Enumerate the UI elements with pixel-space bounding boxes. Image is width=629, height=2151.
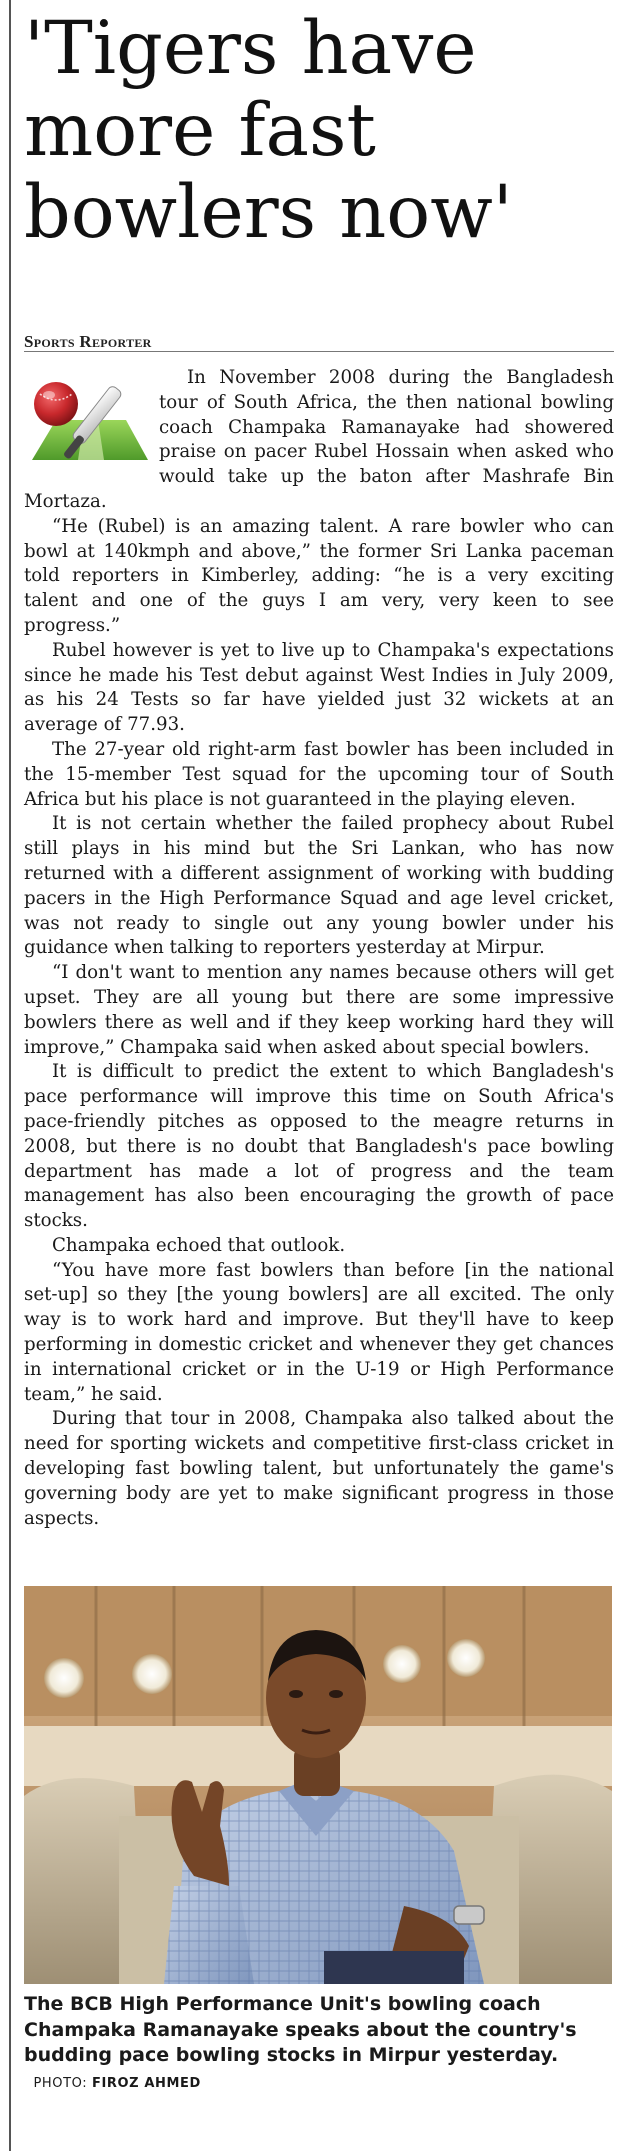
photo-caption (24, 1992, 624, 2096)
headline-line-3: bowlers now' (24, 169, 513, 255)
article-paragraph-6: “I don't want to mention any names because others will get upset. They are all young but there are some impressive bowlers there as well and if they keep working hard they will improve,” Champaka said when asked about special bowlers. (24, 962, 614, 1058)
credit-name: FIROZ AHMED (91, 2075, 201, 2091)
icon-float-spacer (24, 366, 159, 480)
article-paragraph-3: Rubel however is yet to live up to Champaka's expectations since he made his Test debut against West Indies in July 2009, as his 24 Tests so far have yielded just 32 wickets at an average of 77.93. (24, 639, 614, 736)
byline: Sports Reporter (24, 332, 152, 351)
article-paragraph-9: “You have more fast bowlers than before [in the national set-up] so they [the young bowlers] are all excited. The only way is to work hard and improve. But they'll have to keep performing in domestic cricket and whenever they get chances in international cricket or in the U-19 or High Performance team,” he said. (24, 1259, 614, 1405)
caption-text: The BCB High Performance Unit's bowling coach Champaka Ramanayake speaks about the country's budding pace bowling stocks in Mirpur yesterday. (24, 1993, 577, 2066)
article-paragraph-8: Champaka echoed that outlook. (52, 1234, 346, 1256)
headline-line-1: 'Tigers have (24, 6, 477, 91)
byline-divider (24, 351, 614, 352)
article-paragraph-1: In November 2008 during the Bangladesh tour of South Africa, the then national bowling coach Champaka Ramanayake had showered praise on pacer Rubel Hossain when asked who would take up the baton after Mashrafe Bin Mortaza. (24, 367, 614, 512)
article-paragraph-10: During that tour in 2008, Champaka also talked about the need for sporting wickets and competitive first-class cricket in developing fast bowling talent, but unfortunately the game's governing body are yet to make significant progress in those aspects. (24, 1408, 614, 1529)
coach-photo (24, 1586, 612, 1984)
column-rule (9, 0, 11, 2151)
article-body (24, 366, 614, 1531)
headline (24, 8, 624, 253)
photo-credit (24, 2076, 201, 2091)
credit-label: PHOTO: (33, 2075, 88, 2091)
article-paragraph-5: It is not certain whether the failed prophecy about Rubel still plays in his mind but the Sri Lankan, who has now returned with a different assignment of working with budding pacers in the High Performance Squad and age level cricket, was not ready to single out any young bowler under his guidance when talking to reporters yesterday at Mirpur. (24, 813, 614, 959)
headline-line-2: more fast (24, 87, 376, 173)
article-paragraph-4: The 27-year old right-arm fast bowler has been included in the 15-member Test squad for the upcoming tour of South Africa but his place is not guaranteed in the playing eleven. (24, 738, 614, 810)
article-paragraph-2: “He (Rubel) is an amazing talent. A rare bowler who can bowl at 140kmph and above,” the former Sri Lanka paceman told reporters in Kimberley, adding: “he is a very exciting talent and one of the guys I am very, very keen to see progress.” (24, 515, 614, 636)
article-paragraph-7: It is difficult to predict the extent to which Bangladesh's pace performance will improve this time on South Africa's pace-friendly pitches as opposed to the meagre returns in 2008, but there is no doubt that Bangladesh's pace bowling department has made a lot of progress and the team management has also been encouraging the growth of pace stocks. (24, 1061, 614, 1232)
